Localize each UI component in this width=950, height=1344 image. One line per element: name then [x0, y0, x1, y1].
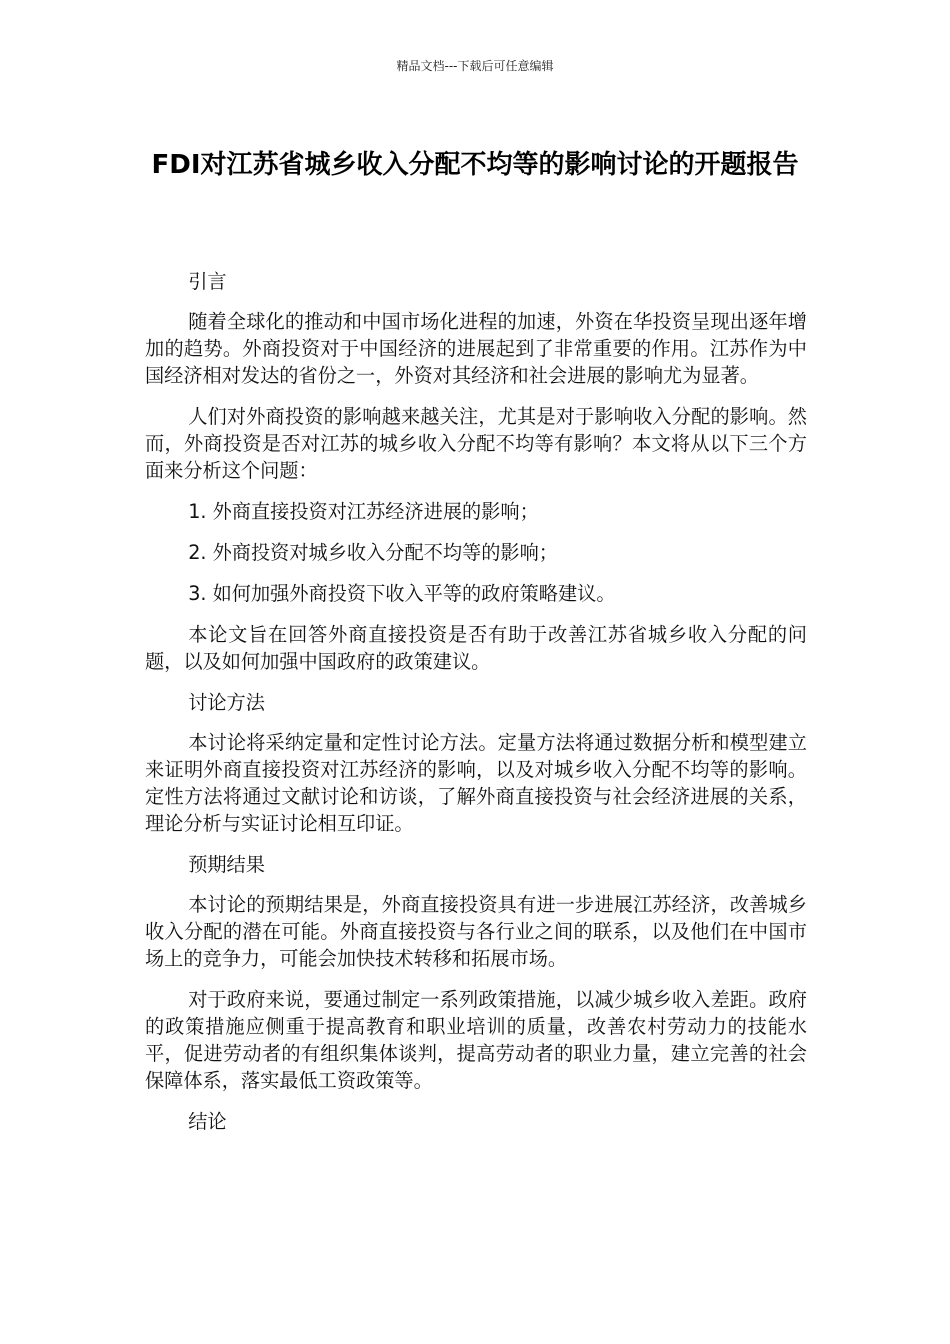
section-heading-conclusion: 结论: [188, 1110, 227, 1133]
paragraph-result-2: 对于政府来说，要通过制定一系列政策措施，以减少城乡收入差距。政府的政策措施应侧重于提高教育和职业培训的质量，改善农村劳动力的技能水平，促进劳动者的有组织集体谈判，提高劳动者的职业力量，建立完善的社会保障体系，落实最低工资政策等。: [145, 988, 807, 1092]
header-watermark: 精品文档---下载后可任意编辑: [396, 59, 554, 73]
paragraph-intro-1: 随着全球化的推动和中国市场化进程的加速，外资在华投资呈现出逐年增加的趋势。外商投资对于中国经济的进展起到了非常重要的作用。江苏作为中国经济相对发达的省份之一，外资对其经济和社会进展的影响尤为显著。: [145, 310, 807, 387]
paragraph-method-1: 本讨论将采纳定量和定性讨论方法。定量方法将通过数据分析和模型建立来证明外商直接投资对江苏经济的影响，以及对城乡收入分配不均等的影响。定性方法将通过文献讨论和访谈，了解外商直接投资与社会经济进展的关系，理论分析与实证讨论相互印证。: [145, 731, 807, 835]
section-heading-result: 预期结果: [188, 853, 265, 876]
paragraph-intro-2: 人们对外商投资的影响越来越关注，尤其是对于影响收入分配的影响。然而，外商投资是否对江苏的城乡收入分配不均等有影响？本文将从以下三个方面来分析这个问题：: [145, 405, 807, 482]
document-body: [145, 268, 807, 1148]
list-item-3: 3. 如何加强外商投资下收入平等的政府策略建议。: [188, 582, 616, 605]
list-item-1: 1. 外商直接投资对江苏经济进展的影响；: [188, 500, 539, 523]
list-item-2: 2. 外商投资对城乡收入分配不均等的影响；: [188, 541, 558, 564]
paragraph-intro-3: 本论文旨在回答外商直接投资是否有助于改善江苏省城乡收入分配的问题，以及如何加强中国政府的政策建议。: [145, 623, 807, 673]
section-heading-method: 讨论方法: [188, 691, 265, 714]
paragraph-result-1: 本讨论的预期结果是，外商直接投资具有进一步进展江苏经济，改善城乡收入分配的潜在可能。外商直接投资与各行业之间的联系，以及他们在中国市场上的竞争力，可能会加快技术转移和拓展市场。: [145, 893, 807, 970]
document-title: FDI对江苏省城乡收入分配不均等的影响讨论的开题报告: [151, 150, 799, 180]
section-heading-intro: 引言: [188, 270, 227, 293]
